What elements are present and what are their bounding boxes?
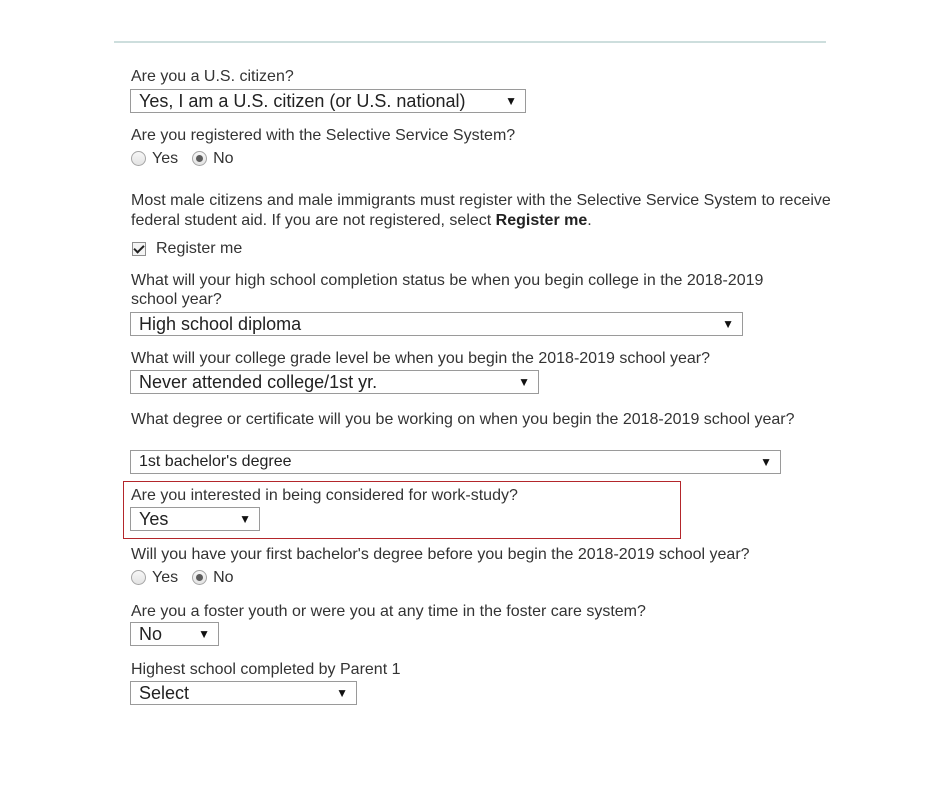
citizen-question: Are you a U.S. citizen?	[131, 68, 294, 85]
citizen-select-value: Yes, I am a U.S. citizen (or U.S. national)	[139, 91, 466, 111]
chevron-down-icon: ▼	[505, 94, 517, 108]
parent1-select[interactable]	[130, 681, 357, 705]
selective-service-info	[131, 191, 831, 231]
register-me-label: Register me	[156, 240, 243, 257]
work-study-question: Are you interested in being considered for work-study?	[131, 487, 518, 504]
chevron-down-icon: ▼	[760, 455, 772, 469]
register-me-checkbox[interactable]	[132, 242, 146, 256]
parent1-question: Highest school completed by Parent 1	[131, 661, 401, 678]
first-bachelor-yes-radio[interactable]	[131, 570, 146, 585]
chevron-down-icon: ▼	[336, 686, 348, 700]
citizen-select[interactable]	[130, 89, 526, 113]
register-me-row	[132, 240, 242, 258]
high-school-question: What will your high school completion status be when you begin college in the 2018-2019 school year?	[131, 272, 764, 308]
grade-level-select-value: Never attended college/1st yr.	[139, 372, 378, 392]
radio-label-yes: Yes	[152, 569, 179, 586]
parent1-select-value: Select	[139, 683, 190, 703]
degree-select-value: 1st bachelor's degree	[139, 453, 292, 470]
work-study-select-value: Yes	[139, 509, 169, 529]
grade-level-question: What will your college grade level be when you begin the 2018-2019 school year?	[131, 350, 711, 367]
info-text-end: .	[587, 212, 592, 229]
radio-label-no: No	[213, 569, 234, 586]
selective-service-yes-radio[interactable]	[131, 151, 146, 166]
selective-service-question: Are you registered with the Selective Service System?	[131, 127, 516, 144]
top-divider	[114, 41, 826, 43]
first-bachelor-radio-group	[131, 568, 248, 587]
radio-label-no: No	[213, 150, 234, 167]
first-bachelor-question: Will you have your first bachelor's degree before you begin the 2018-2019 school year?	[131, 546, 750, 563]
degree-question: What degree or certificate will you be working on when you begin the 2018-2019 school year?	[131, 411, 795, 428]
work-study-select[interactable]	[130, 507, 260, 531]
selective-service-radio-group	[131, 149, 248, 168]
first-bachelor-no-radio[interactable]	[192, 570, 207, 585]
degree-select[interactable]	[130, 450, 781, 474]
info-text: Most male citizens and male immigrants must register with the Selective Service System to receive federal student aid. If you are not registered, select	[131, 192, 831, 229]
chevron-down-icon: ▼	[722, 317, 734, 331]
foster-select[interactable]	[130, 622, 219, 646]
foster-select-value: No	[139, 624, 163, 644]
foster-question: Are you a foster youth or were you at any time in the foster care system?	[131, 603, 646, 620]
radio-label-yes: Yes	[152, 150, 179, 167]
info-bold-text: Register me	[495, 212, 588, 229]
chevron-down-icon: ▼	[239, 512, 251, 526]
grade-level-select[interactable]	[130, 370, 539, 394]
high-school-select[interactable]	[130, 312, 743, 336]
selective-service-no-radio[interactable]	[192, 151, 207, 166]
high-school-select-value: High school diploma	[139, 314, 302, 334]
chevron-down-icon: ▼	[518, 375, 530, 389]
chevron-down-icon: ▼	[198, 627, 210, 641]
